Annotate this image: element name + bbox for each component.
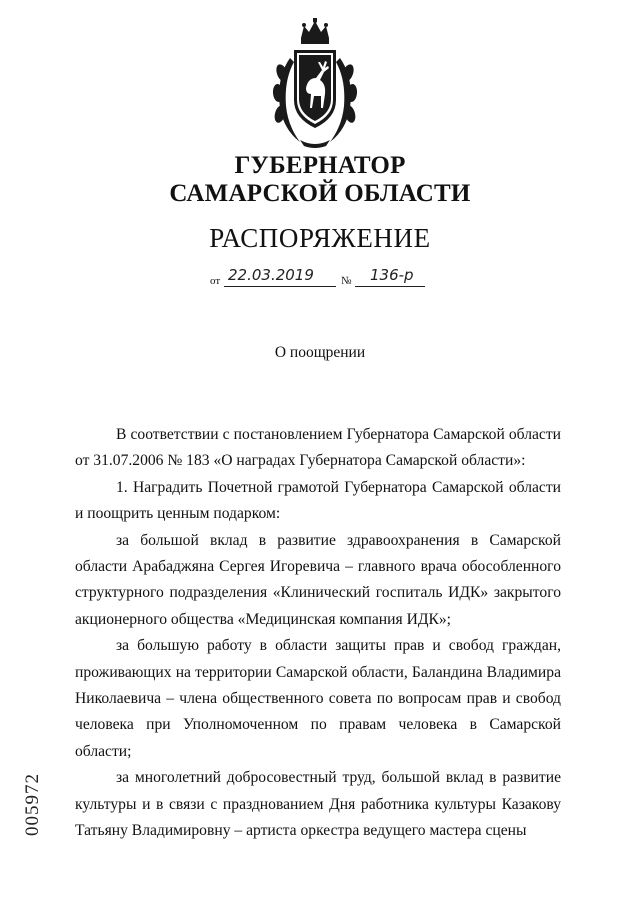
number-prefix: № [341,275,352,287]
paragraph-item-1: 1. Наградить Почетной грамотой Губернатора Самарской области и поощрить ценным подарком: [75,478,561,523]
document-date: 22.03.2019 [228,266,314,284]
document-number: 136-р [370,266,414,284]
number-underline [355,286,425,287]
title-line-2: САМАРСКОЙ ОБЛАСТИ [169,180,471,207]
paragraph-award-2: за большую работу в области защиты прав и свобод граждан, проживающих на территории Самарской области, Баландина Владимира Николаевича – члена общественного совета по вопросам прав и свобод человека при Уполномоченном по правам человека в Самарской области; [75,637,561,760]
document-subject: О поощрении [274,344,366,361]
date-prefix: от [210,275,221,287]
date-number-line [210,266,440,290]
document-body [75,422,561,845]
paragraph-preamble: В соответствии с постановлением Губернатора Самарской области от 31.07.2006 № 183 «О наградах Губернатора Самарской области»: [75,426,561,470]
side-serial-number: 005972 [22,773,43,836]
date-underline [224,286,336,287]
document-type: РАСПОРЯЖЕНИЕ [209,223,431,253]
coat-of-arms-icon [270,18,360,150]
title-line-1: ГУБЕРНАТОР [234,152,406,179]
paragraph-award-1: за большой вклад в развитие здравоохранения в Самарской области Арабаджяна Сергея Игоревича – главного врача обособленного структурного подразделения «Клинический госпиталь ИДК» закрытого акционерного общества «Медицинская компания ИДК»; [75,531,561,628]
governor-title [0,152,640,208]
paragraph-award-3: за многолетний добросовестный труд, большой вклад в развитие культуры и в связи с празднованием Дня работника культуры Казакову Татьяну Владимировну – артиста оркестра ведущего мастера сцены [75,769,561,840]
